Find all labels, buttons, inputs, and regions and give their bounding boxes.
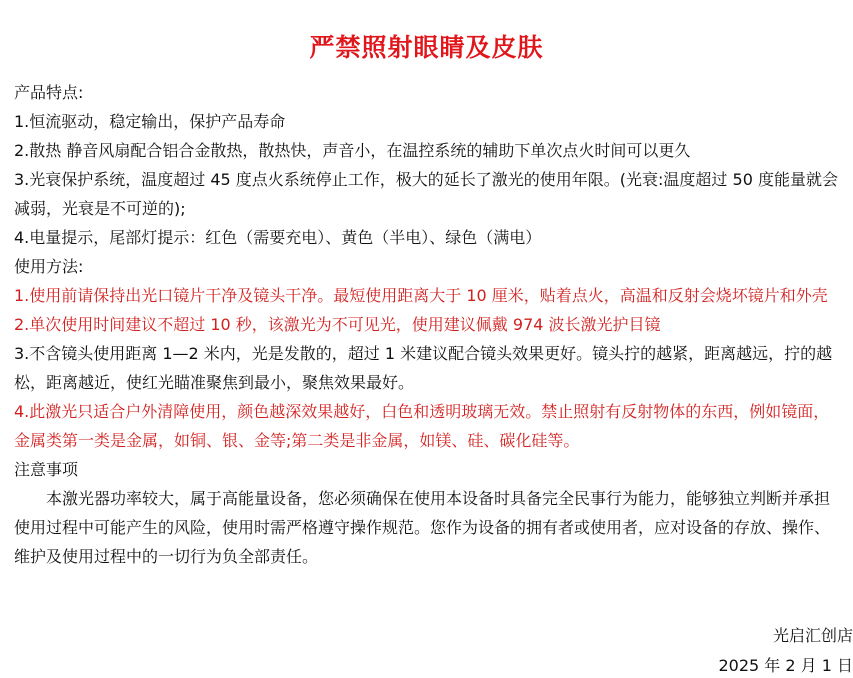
notes-heading: 注意事项 [14, 460, 79, 479]
page-title: 严禁照射眼睛及皮肤 [309, 33, 544, 62]
document-content [14, 78, 839, 571]
signature-date: 2025 年 2 月 1 日 [718, 656, 853, 675]
store-name: 光启汇创店 [772, 626, 853, 645]
usage-item-1: 1.使用前请保持出光口镜片干净及镜头干净。最短使用距离大于 10 厘米，贴着点火，高温和反射会烧坏镜片和外壳 [14, 286, 828, 305]
feature-item-2: 2.散热 静音风扇配合铝合金散热，散热快，声音小，在温控系统的辅助下单次点火时间可以更久 [14, 141, 691, 160]
features-heading: 产品特点: [14, 83, 84, 102]
usage-item-2: 2.单次使用时间建议不超过 10 秒，该激光为不可见光，使用建议佩戴 974 波长激光护目镜 [14, 315, 661, 334]
usage-item-4: 4.此激光只适合户外清障使用，颜色越深效果越好，白色和透明玻璃无效。禁止照射有反射物体的东西，例如镜面，金属类第一类是金属，如铜、银、金等;第二类是非金属，如镁、硅、碳化硅等。 [14, 402, 830, 450]
feature-item-3: 3.光衰保护系统，温度超过 45 度点火系统停止工作，极大的延长了激光的使用年限。(光衰:温度超过 50 度能量就会减弱，光衰是不可逆的); [14, 170, 838, 218]
feature-item-1: 1.恒流驱动，稳定输出，保护产品寿命 [14, 112, 286, 131]
notes-body: 本激光器功率较大，属于高能量设备，您必须确保在使用本设备时具备完全民事行为能力，能够独立判断并承担使用过程中可能产生的风险，使用时需严格遵守操作规范。您作为设备的拥有者或使用者，应对设备的存放、操作、维护及使用过程中的一切行为负全部责任。 [14, 489, 831, 566]
usage-heading: 使用方法: [14, 257, 84, 276]
usage-item-3: 3.不含镜头使用距离 1—2 米内，光是发散的，超过 1 米建议配合镜头效果更好。镜头拧的越紧，距离越远，拧的越松，距离越近，使红光瞄准聚焦到最小，聚焦效果最好。 [14, 344, 833, 392]
feature-item-4: 4.电量提示，尾部灯提示：红色（需要充电）、黄色（半电）、绿色（满电） [14, 228, 542, 247]
